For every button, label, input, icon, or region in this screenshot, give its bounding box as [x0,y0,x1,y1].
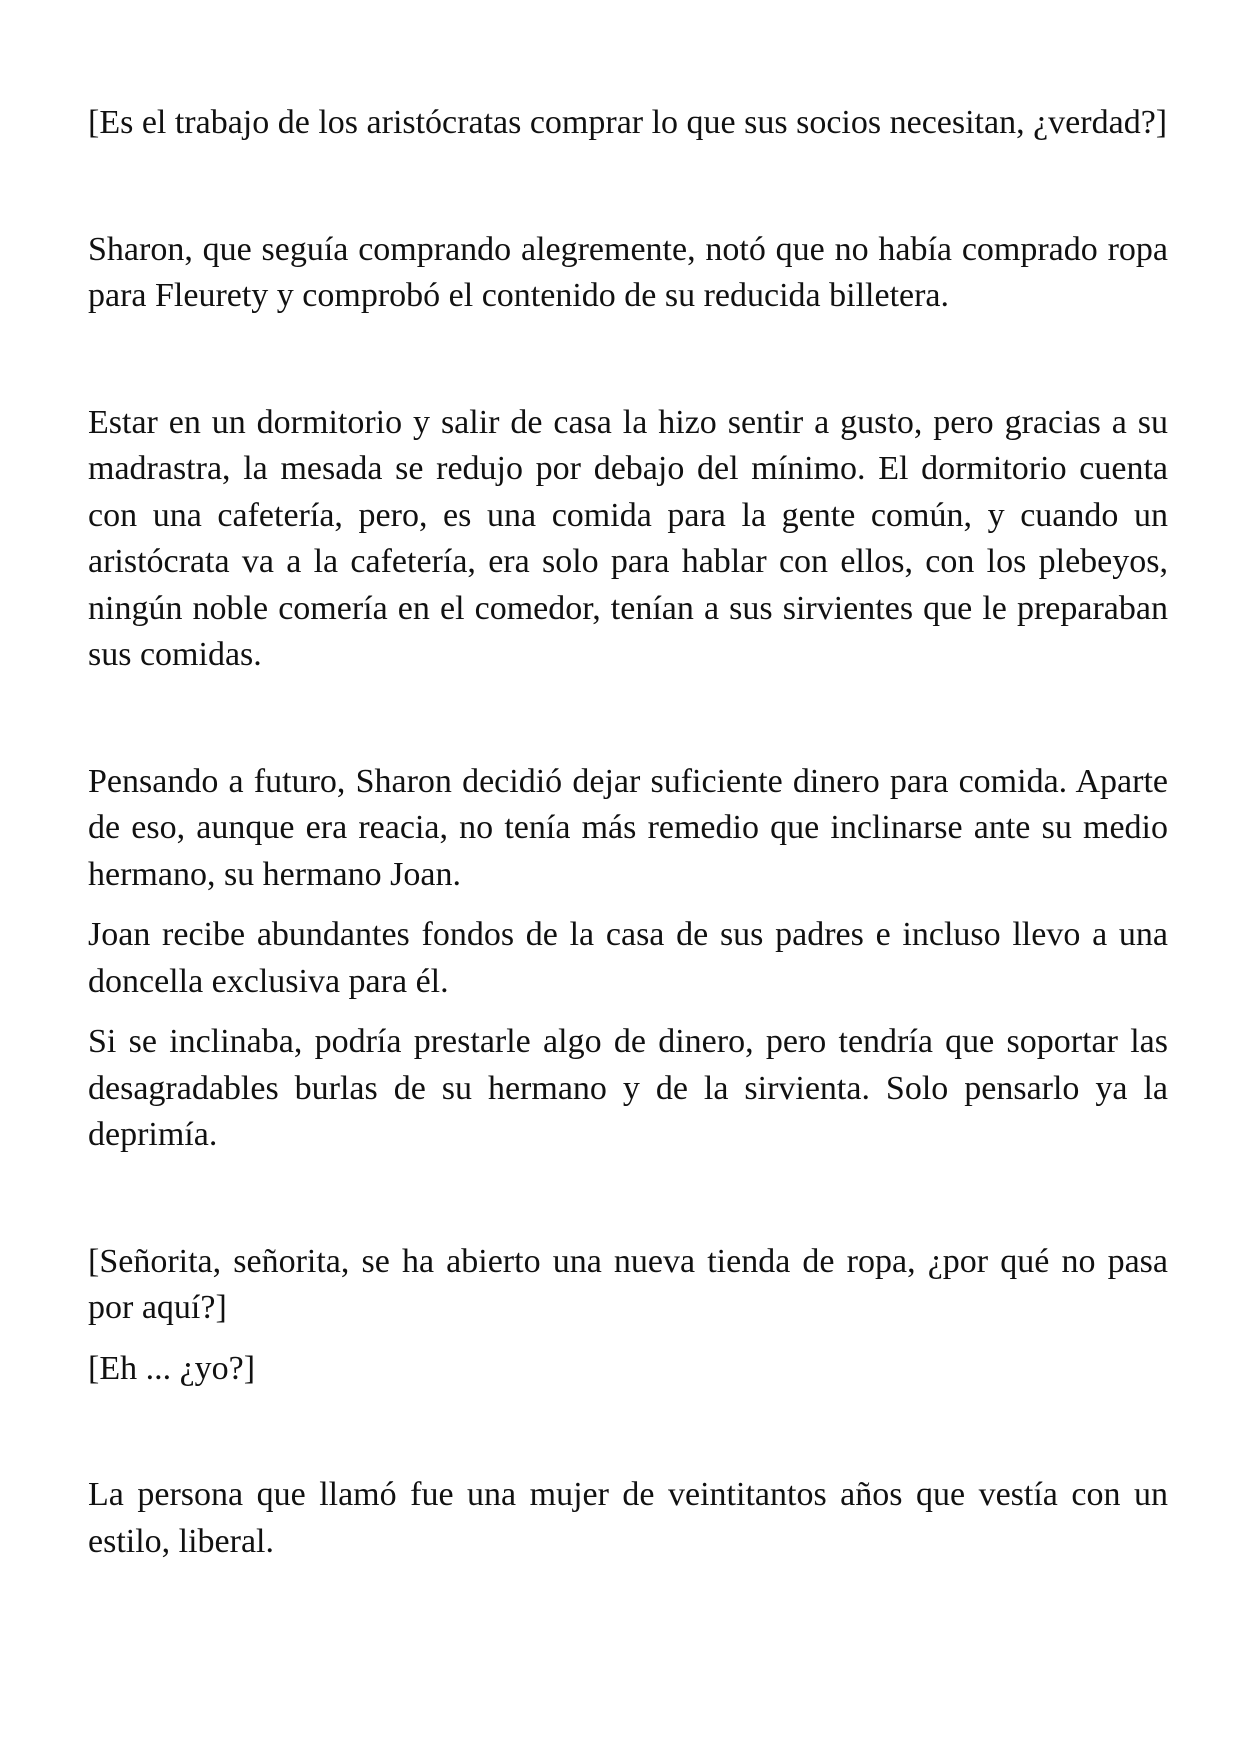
dialogue-paragraph: [Señorita, señorita, se ha abierto una nueva tienda de ropa, ¿por qué no pasa por aquí?] [88,1242,1168,1326]
text-paragraph: Estar en un dormitorio y salir de casa la hizo sentir a gusto, pero gracias a su madrastra, la mesada se redujo por debajo del mínimo. El dormitorio cuenta con una cafetería, pero, es una comida para la gente común, y cuando un aristócrata va a la cafetería, era solo para hablar con ellos, con los plebeyos, ningún noble comería en el comedor, tenían a sus sirvientes que le preparaban sus comidas. [88,403,1168,673]
document-page [88,100,1168,1565]
text-paragraph: Si se inclinaba, podría prestarle algo de dinero, pero tendría que soportar las desagradables burlas de su hermano y de la sirvienta. Solo pensarlo ya la deprimía. [88,1023,1168,1153]
dialogue-paragraph: [Eh ... ¿yo?] [88,1349,256,1387]
text-paragraph: Joan recibe abundantes fondos de la casa de sus padres e incluso llevo a una doncella exclusiva para él. [88,916,1168,1000]
dialogue-paragraph: [Es el trabajo de los aristócratas comprar lo que sus socios necesitan, ¿verdad?] [88,104,1168,141]
text-paragraph: Pensando a futuro, Sharon decidió dejar suficiente dinero para comida. Aparte de eso, aunque era reacia, no tenía más remedio que inclinarse ante su medio hermano, su hermano Joan. [88,762,1168,893]
text-paragraph: La persona que llamó fue una mujer de veintitantos años que vestía con un estilo, liberal. [88,1476,1168,1560]
text-paragraph: Sharon, que seguía comprando alegremente, notó que no había comprado ropa para Fleurety y comprobó el contenido de su reducida billetera. [88,230,1168,314]
